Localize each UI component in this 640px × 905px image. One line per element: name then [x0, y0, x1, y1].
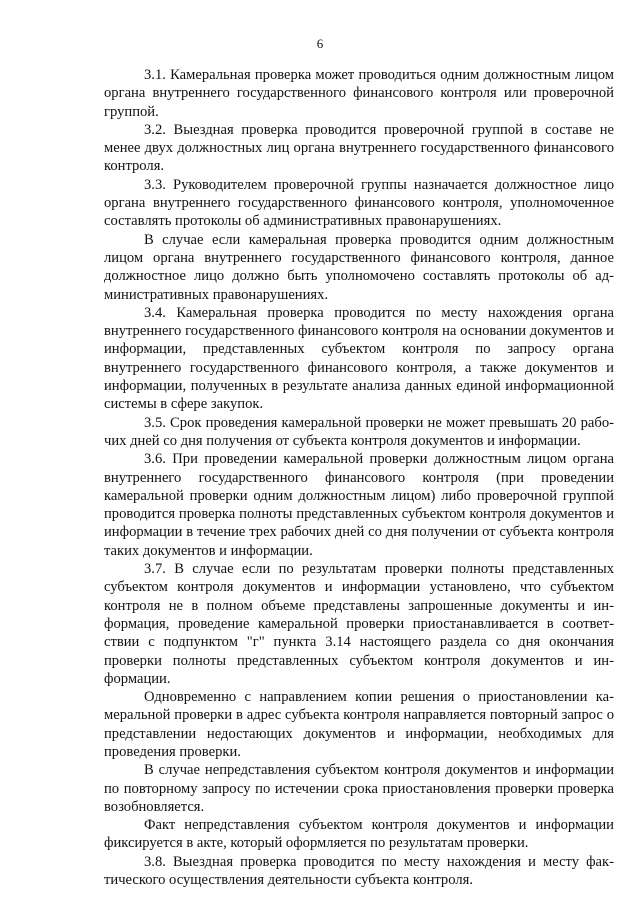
paragraph-3-8: 3.8. Выездная проверка проводится по месту нахождения и месту фактического осуществления деятельности субъекта контроля.: [104, 853, 614, 889]
paragraph-3-5: 3.5. Срок проведения камеральной проверки не может превышать 20 рабочих дней со дня получения от субъекта контроля документов и информации.: [104, 414, 614, 449]
paragraph-repeat-request: Одновременно с направлением копии решения о приостановлении камеральной проверки в адрес субъекта контроля направляется повторный запрос о представлении недостающих документов и информации, необходимых для проведения проверки.: [104, 689, 614, 760]
paragraph-3-3: 3.3. Руководителем проверочной группы назначается должностное лицо органа внутреннего государственного финансового контроля, уполномоченное составлять протоколы об административных правонарушениях.: [104, 176, 614, 230]
paragraph-3-4: 3.4. Камеральная проверка проводится по месту нахождения органа внутреннего государственного финансового контроля на основании документов и информации, представленных субъектом контроля по запросу органа внутреннего государственного финансового контроля, а также документов и информации, полученных в результате анализа данных единой информационной системы в сфере закупок.: [104, 304, 614, 413]
page-number: 6: [316, 36, 324, 51]
paragraph-resumption: В случае непредставления субъектом контроля документов и информации по повторному запросу по истечении срока приостановления проверки проверка возобновляется.: [104, 762, 614, 815]
paragraph-3-2: 3.2. Выездная проверка проводится проверочной группой в составе не менее двух должностных лиц органа внутреннего государственного финансового контроля.: [104, 121, 614, 175]
paragraph-3-6: 3.6. При проведении камеральной проверки должностным лицом органа внутреннего государственного финансового контроля (при проведении камеральной проверки одним должностным лицом) либо проверочной группой проводится проверка полноты представленных субъектом контроля документов и информации в течение трех рабочих дней со дня получении от субъекта контроля таких документов и информации.: [104, 451, 614, 559]
paragraph-3-7: 3.7. В случае если по результатам проверки полноты представленных субъектом контроля документов и информации установлено, что субъектом контроля не в полном объеме представлены запрошенные документы и информация, проведение камеральной проверки приостанавливается в соответствии с подпунктом "г" пункта 3.14 настоящего раздела со дня окончания проверки полноты представленных субъектом контроля документов и информации.: [104, 561, 614, 687]
document-body: [104, 66, 614, 889]
paragraph-3-1: 3.1. Камеральная проверка может проводиться одним должностным лицом органа внутреннего государственного финансового контроля или проверочной группой.: [104, 67, 614, 120]
paragraph-act-record: Факт непредставления субъектом контроля документов и информации фиксируется в акте, который оформляется по результатам проверки.: [104, 817, 614, 852]
paragraph-single-inspector: В случае если камеральная проверка проводится одним должностным лицом органа внутреннего государственного финансового контроля, данное должностное лицо должно быть уполномочено составлять протоколы об административных правонарушениях.: [104, 231, 614, 303]
